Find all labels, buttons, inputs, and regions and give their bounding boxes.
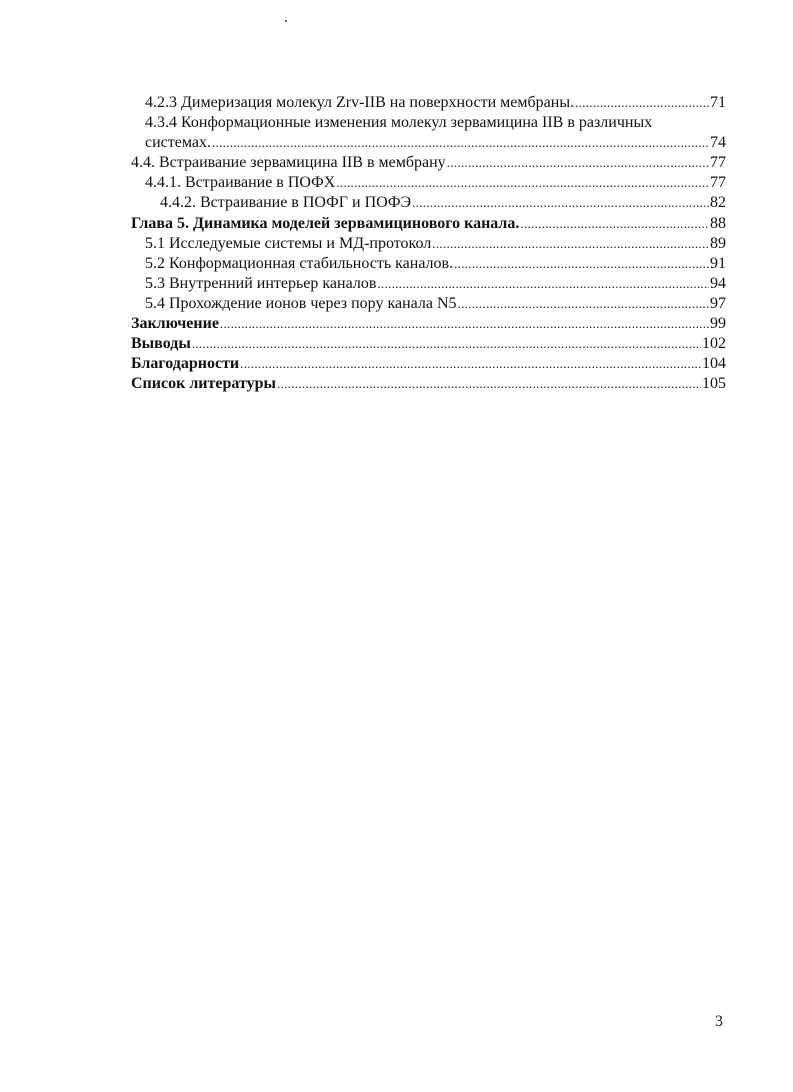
toc-entry-5-3[interactable] [131, 274, 726, 294]
toc-entry-page: 77 [710, 174, 726, 192]
toc-entry-title: 5.2 Конформационная стабильность каналов. [145, 254, 454, 272]
toc-leader-dots [412, 193, 709, 213]
toc-entry-page: 104 [702, 355, 726, 373]
toc-entry-4-4[interactable] [131, 153, 726, 173]
toc-entry-title: 4.4. Встраивание зервамицина IIB в мембрану [131, 154, 446, 172]
toc-entry-5-1[interactable] [131, 234, 726, 254]
toc-entry-findings[interactable] [131, 334, 726, 354]
toc-entry-title: Благодарности [131, 355, 240, 373]
toc-leader-dots [458, 294, 709, 314]
toc-leader-dots [520, 214, 709, 234]
toc-entry-page: 88 [710, 214, 726, 232]
toc-entry-page: 97 [710, 294, 726, 312]
toc-entry-4-3-4-continued[interactable] [131, 133, 726, 153]
toc-entry-title: Выводы [131, 335, 191, 353]
toc-leader-dots [377, 274, 709, 294]
toc-leader-dots [192, 334, 701, 354]
table-of-contents [131, 93, 726, 394]
toc-entry-title: 4.4.1. Встраивание в ПОФХ [145, 174, 336, 192]
toc-entry-title: системах. [145, 134, 211, 152]
toc-entry-page: 105 [702, 375, 726, 393]
toc-leader-dots [212, 133, 709, 153]
toc-leader-dots [575, 93, 709, 113]
toc-entry-5-4[interactable] [131, 294, 726, 314]
toc-entry-page: 77 [710, 154, 726, 172]
toc-leader-dots [240, 354, 701, 374]
toc-entry-page: 99 [710, 315, 726, 333]
toc-leader-dots [220, 314, 709, 334]
toc-entry-page: 74 [710, 134, 726, 152]
toc-entry-chapter-5[interactable] [131, 214, 726, 234]
scan-speck [285, 20, 287, 22]
toc-entry-title: 4.3.4 Конформационные изменения молекул зервамицина IIB в различных [145, 114, 653, 132]
toc-leader-dots [454, 254, 709, 274]
toc-leader-dots [336, 173, 709, 193]
toc-entry-page: 82 [710, 194, 726, 212]
toc-entry-title: 5.1 Исследуемые системы и МД-протокол [145, 234, 432, 252]
toc-entry-acknowledgements[interactable] [131, 354, 726, 374]
toc-entry-title: 5.4 Прохождение ионов через пору канала N5 [145, 294, 457, 312]
toc-entry-title: Заключение [131, 315, 219, 333]
toc-entry-conclusion[interactable] [131, 314, 726, 334]
toc-entry-4-4-1[interactable] [131, 173, 726, 193]
toc-entry-page: 89 [710, 234, 726, 252]
toc-entry-page: 91 [710, 254, 726, 272]
toc-leader-dots [432, 234, 709, 254]
toc-entry-5-2[interactable] [131, 254, 726, 274]
toc-entry-page: 71 [710, 94, 726, 111]
toc-entry-title: 4.2.3 Димеризация молекул Zrv-IIB на поверхности мембраны. [145, 94, 575, 111]
page-number: 3 [715, 1013, 723, 1030]
toc-leader-dots [447, 153, 709, 173]
toc-entry-4-4-2[interactable] [131, 193, 726, 213]
toc-leader-dots [277, 374, 701, 394]
toc-entry-title: 5.3 Внутренний интерьер каналов [145, 274, 377, 292]
toc-entry-title: 4.4.2. Встраивание в ПОФГ и ПОФЭ [160, 194, 412, 212]
toc-entry-title: Глава 5. Динамика моделей зервамицинового канала. [131, 214, 520, 232]
toc-entry-references[interactable] [131, 374, 726, 394]
toc-entry-title: Список литературы [131, 375, 276, 393]
toc-entry-4-3-4[interactable] [131, 113, 726, 133]
toc-entry-page: 94 [710, 274, 726, 292]
toc-entry-page: 102 [702, 335, 726, 353]
toc-entry-4-2-3[interactable] [131, 93, 726, 113]
